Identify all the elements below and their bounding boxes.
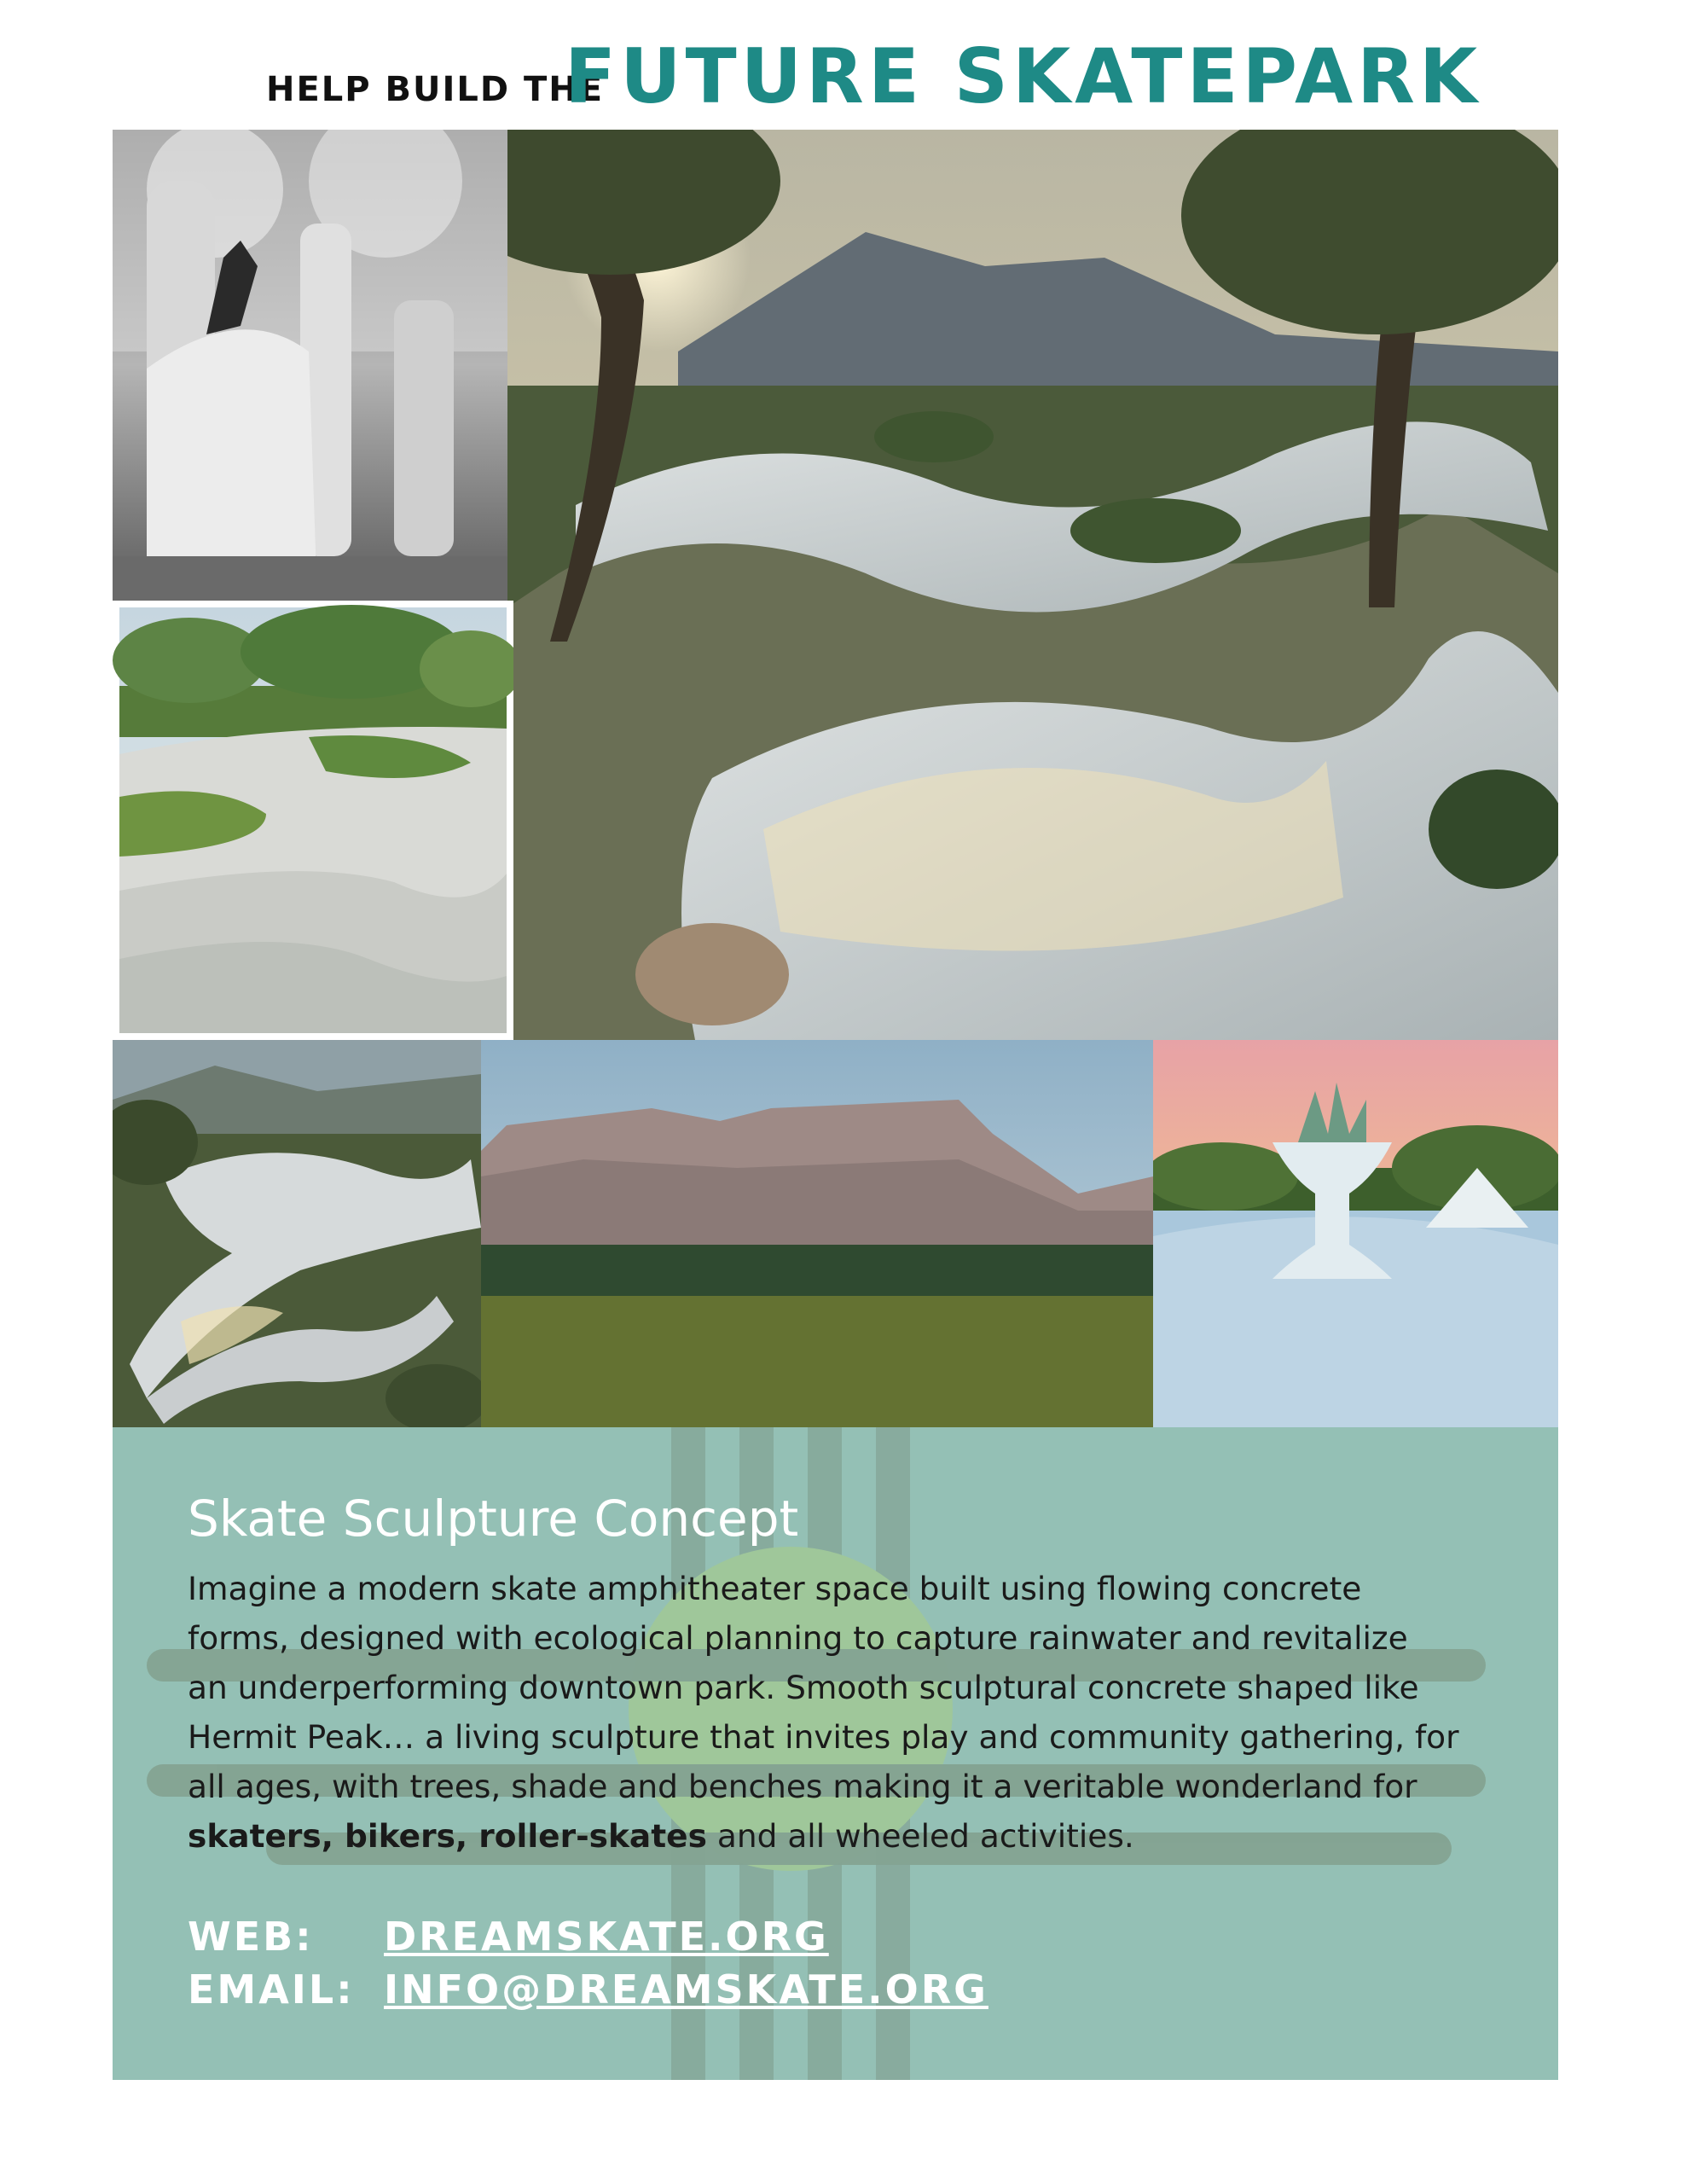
concept-line: Hermit Peak… a living sculpture that invites play and community gathering, for — [188, 1718, 1459, 1756]
concept-description — [188, 1564, 1535, 1861]
park-path-render — [113, 601, 513, 1040]
email-label: EMAIL: — [188, 1966, 355, 2013]
aerial-bowls-render — [113, 1040, 481, 1427]
concept-line — [188, 1811, 1535, 1861]
sculpture-skater-photo — [113, 130, 507, 601]
main-skatepark-render — [507, 130, 1558, 1040]
page-title: FUTURE SKATEPARK — [565, 32, 1482, 120]
hermit-peak-photo — [481, 1040, 1153, 1427]
concept-line-rest: and all wheeled activities. — [706, 1817, 1134, 1855]
header-prefix: HELP BUILD THE — [266, 70, 605, 109]
fountain-bowl-render — [1153, 1040, 1558, 1427]
web-link[interactable]: DREAMSKATE.ORG — [384, 1914, 829, 1960]
email-link[interactable]: INFO@DREAMSKATE.ORG — [384, 1966, 988, 2013]
concept-line: an underperforming downtown park. Smooth sculptural concrete shaped like — [188, 1669, 1419, 1706]
web-label: WEB: — [188, 1914, 314, 1960]
wheeled-users-emphasis: skaters, bikers, roller-skates — [188, 1817, 707, 1855]
concept-line: forms, designed with ecological planning to capture rainwater and revitalize — [188, 1619, 1408, 1657]
concept-line: Imagine a modern skate amphitheater space built using flowing concrete — [188, 1570, 1362, 1607]
concept-title: Skate Sculpture Concept — [188, 1490, 799, 1548]
concept-line: all ages, with trees, shade and benches making it a veritable wonderland for — [188, 1768, 1417, 1805]
concept-panel — [113, 1427, 1558, 2080]
